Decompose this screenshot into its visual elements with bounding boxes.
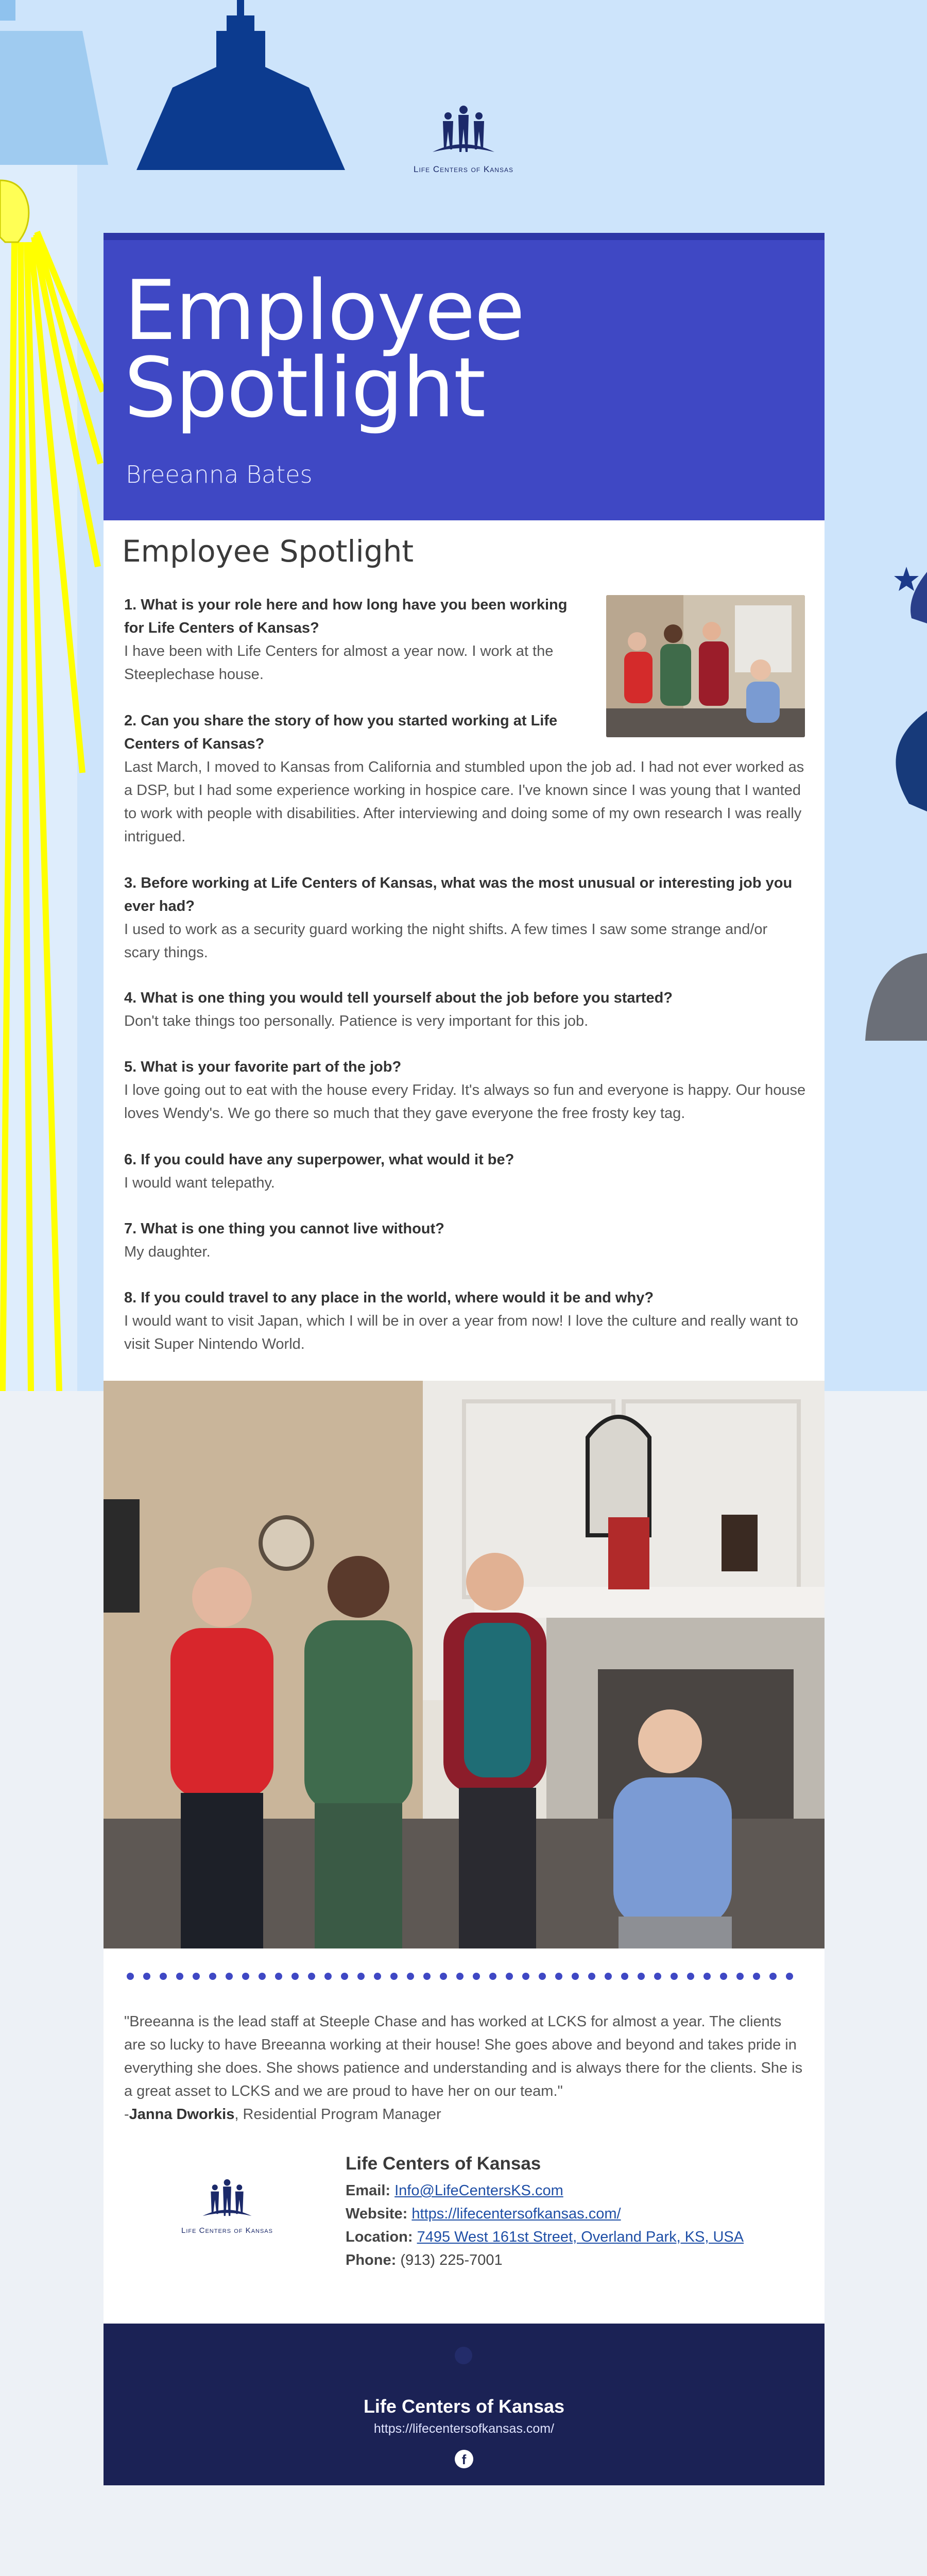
qa-item-4 — [124, 987, 806, 1033]
contact-website-row — [346, 2202, 744, 2226]
hero-title: Employee Spotlight — [124, 262, 524, 436]
answer-1: I have been with Life Centers for almost a year now. I work at the Steeplechase house. — [124, 643, 554, 683]
logo-header — [379, 100, 548, 188]
question-4: 4. What is one thing you would tell yourself about the job before you started? — [124, 990, 673, 1006]
logo-contact — [150, 2175, 304, 2247]
contact-org-name: Life Centers of Kansas — [346, 2154, 541, 2174]
logo-caption: Life Centers of Kansas — [414, 164, 513, 174]
dotted-divider — [126, 1970, 802, 1982]
answer-6: I would want telepathy. — [124, 1175, 275, 1191]
section-title: Employee Spotlight — [122, 534, 414, 569]
quote-author-role: , Residential Program Manager — [234, 2106, 441, 2123]
footer — [104, 2324, 825, 2485]
footer-logo-dot — [455, 2347, 472, 2364]
testimonial-quote — [124, 2010, 806, 2126]
quote-author: Janna Dworkis — [129, 2106, 235, 2123]
answer-8: I would want to visit Japan, which I will be in over a year from now! I love the culture and really want to visit Super Nintendo World. — [124, 1313, 798, 1352]
newsletter-card — [104, 233, 825, 2485]
question-5: 5. What is your favorite part of the job? — [124, 1059, 402, 1075]
answer-2: Last March, I moved to Kansas from California and stumbled upon the job ad. I had not ever worked as a DSP, but I had some experience working in hospice care. I've known since I was young that I wanted to work with people with disabilities. After interviewing and doing some of my own research I was really intrigued. — [124, 759, 804, 845]
footer-org-name: Life Centers of Kansas — [363, 2396, 565, 2417]
question-1: 1. What is your role here and how long have you been working for Life Centers of Kansas? — [124, 597, 568, 636]
qa-item-7 — [124, 1217, 806, 1264]
question-2: 2. Can you share the story of how you started working at Life Centers of Kansas? — [124, 713, 558, 752]
facebook-icon[interactable]: f — [455, 2450, 473, 2468]
question-3: 3. Before working at Life Centers of Kansas, what was the most unusual or interesting job you ever had? — [124, 875, 793, 914]
email-link[interactable]: Info@LifeCentersKS.com — [394, 2182, 563, 2199]
qa-item-1 — [124, 594, 590, 686]
answer-3: I used to work as a security guard working the night shifts. A few times I saw some strange and/or scary things. — [124, 921, 768, 961]
location-label: Location: — [346, 2229, 413, 2245]
website-label: Website: — [346, 2206, 408, 2222]
phone-label: Phone: — [346, 2252, 397, 2268]
phone-number: (913) 225-7001 — [400, 2252, 503, 2268]
question-8: 8. If you could travel to any place in the world, where would it be and why? — [124, 1290, 654, 1306]
question-7: 7. What is one thing you cannot live without? — [124, 1221, 444, 1237]
logo-caption-contact: Life Centers of Kansas — [181, 2226, 273, 2235]
employee-group-photo-large — [104, 1381, 825, 1948]
answer-7: My daughter. — [124, 1244, 211, 1260]
qa-item-2 — [124, 709, 806, 849]
contact-info — [346, 2152, 744, 2272]
qa-item-3 — [124, 872, 806, 964]
logo-icon — [194, 2175, 261, 2224]
quote-author-prefix: - — [124, 2106, 129, 2123]
footer-url[interactable]: https://lifecentersofkansas.com/ — [373, 2421, 555, 2436]
website-link[interactable]: https://lifecentersofkansas.com/ — [411, 2206, 621, 2222]
contact-phone-row — [346, 2249, 744, 2272]
qa-item-6 — [124, 1148, 806, 1195]
question-6: 6. If you could have any superpower, what would it be? — [124, 1151, 514, 1168]
contact-email-row — [346, 2179, 744, 2202]
qa-item-8 — [124, 1286, 806, 1356]
location-link[interactable]: 7495 West 161st Street, Overland Park, KS, USA — [417, 2229, 744, 2245]
quote-text: "Breeanna is the lead staff at Steeple Chase and has worked at LCKS for almost a year. The clients are so lucky to have Breeanna working at their house! She goes above and beyond and takes pride in everything she does. She shows patience and understanding and is always there for the clients. She is a great asset to LCKS and we are proud to have her on our team." — [124, 2013, 803, 2099]
email-label: Email: — [346, 2182, 391, 2199]
answer-5: I love going out to eat with the house every Friday. It's always so fun and everyone is happy. Our house loves Wendy's. We go there so much that they gave everyone the free frosty key tag. — [124, 1082, 806, 1122]
answer-4: Don't take things too personally. Patience is very important for this job. — [124, 1013, 589, 1029]
hero-banner — [104, 233, 825, 520]
quote-attribution — [124, 2103, 806, 2126]
logo-icon — [422, 100, 505, 162]
hero-employee-name: Breeanna Bates — [126, 461, 313, 488]
contact-location-row — [346, 2226, 744, 2249]
qa-item-5 — [124, 1056, 806, 1125]
